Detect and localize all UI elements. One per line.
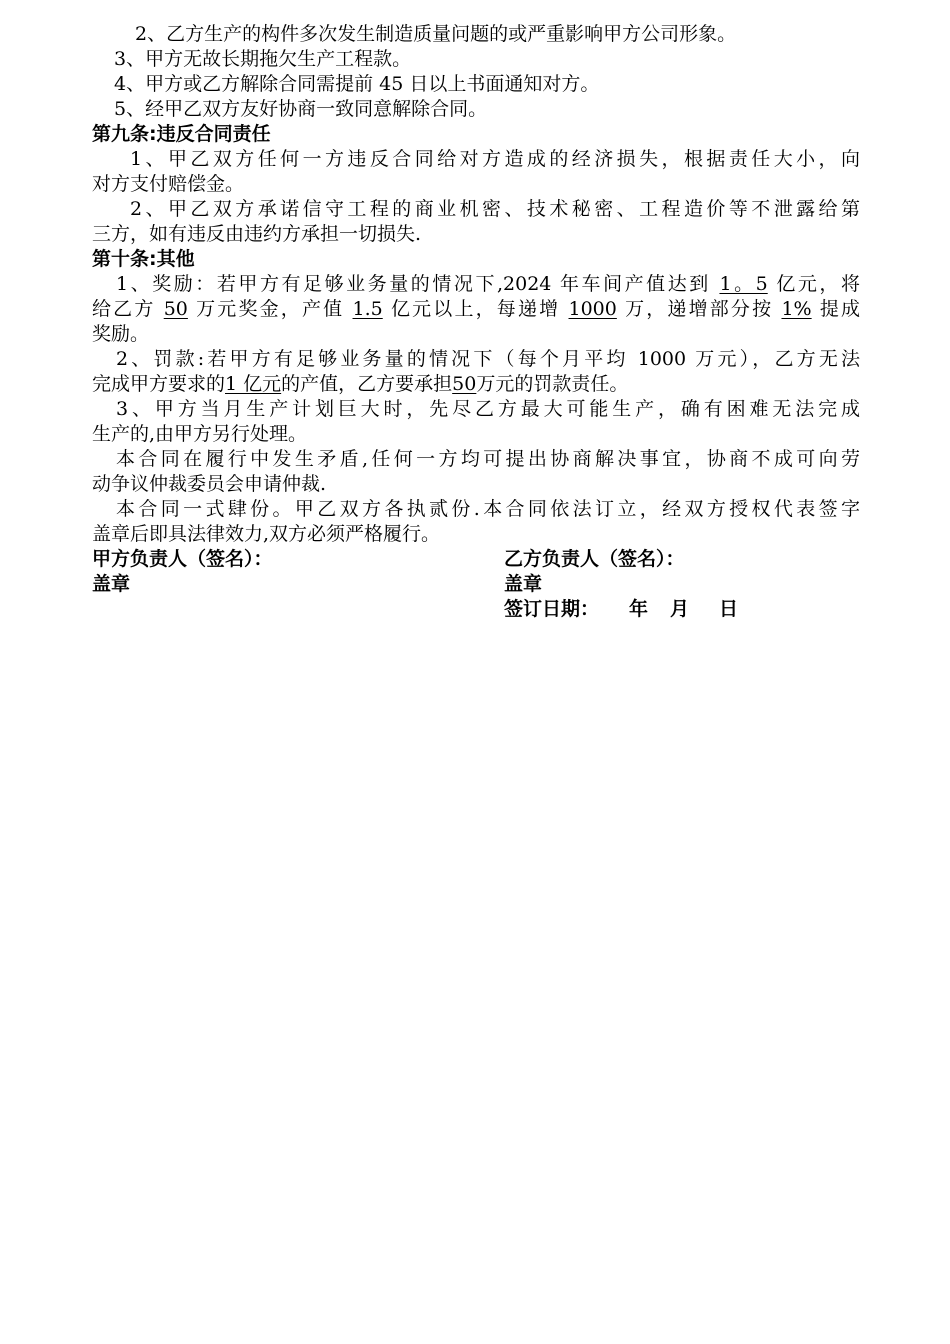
clause9-item2-line1: 2、甲乙双方承诺信守工程的商业机密、技术秘密、工程造价等不泄露给第 — [130, 198, 860, 220]
penalty-text: 完成甲方要求的 — [92, 373, 226, 395]
dispute-line2: 动争议仲裁委员会申请仲裁. — [92, 473, 327, 495]
reward-output-threshold: 1.5 — [352, 298, 383, 320]
clause10-heading: 第十条:其他 — [92, 248, 195, 270]
clause9-item1-line2: 对方支付赔偿金。 — [92, 173, 245, 195]
reward-line3: 奖励。 — [92, 323, 150, 345]
reward-text: 给乙方 — [92, 298, 156, 320]
reward-text: 1、奖励：若甲方有足够业务量的情况下,2024 年车间产值达到 — [116, 273, 711, 295]
date-row — [92, 597, 860, 622]
penalty-text: 的产值，乙方要承担 — [281, 373, 453, 395]
party-b-seal-label: 盖章 — [504, 573, 543, 595]
copies-line2: 盖章后即具法律效力,双方必须严格履行。 — [92, 523, 441, 545]
clause8-item5: 5、经甲乙双方友好协商一致同意解除合同。 — [114, 98, 488, 120]
reward-line2 — [92, 297, 860, 322]
reward-text: 提成 — [819, 298, 860, 320]
signing-date — [504, 597, 738, 622]
reward-text: 亿元，将 — [776, 273, 860, 295]
reward-bonus-amount: 50 — [163, 298, 188, 320]
reward-text: 万元奖金，产值 — [196, 298, 345, 320]
clause9-item1-line1: 1、甲乙双方任何一方违反合同给对方造成的经济损失，根据责任大小，向 — [130, 148, 860, 170]
party-b-signature-label: 乙方负责人（签名）： — [504, 548, 685, 570]
penalty-line2 — [92, 372, 860, 397]
reward-increment: 1000 — [568, 298, 617, 320]
clause10-item3-line1: 3、甲方当月生产计划巨大时，先尽乙方最大可能生产，确有困难无法完成 — [116, 398, 860, 420]
clause8-item4: 4、甲方或乙方解除合同需提前 45 日以上书面通知对方。 — [114, 73, 600, 95]
date-label: 签订日期： — [504, 598, 600, 620]
dispute-line1: 本合同在履行中发生矛盾,任何一方均可提出协商解决事宜，协商不成可向劳 — [116, 448, 860, 470]
clause10-item3-line2: 生产的,由甲方另行处理。 — [92, 423, 308, 445]
seal-row — [92, 572, 860, 597]
clause9-item2-line2: 三方，如有违反由违约方承担一切损失. — [92, 223, 422, 245]
signature-row — [92, 547, 860, 572]
clause9-heading: 第九条:违反合同责任 — [92, 123, 271, 145]
date-month: 月 — [670, 598, 690, 620]
date-year: 年 — [629, 598, 649, 620]
clause8-item2: 2、乙方生产的构件多次发生制造质量问题的或严重影响甲方公司形象。 — [135, 23, 737, 45]
copies-line1: 本合同一式肆份。甲乙双方各执贰份.本合同依法订立，经双方授权代表签字 — [116, 498, 860, 520]
reward-text: 亿元以上，每递增 — [390, 298, 561, 320]
reward-text: 万，递增部分按 — [625, 298, 774, 320]
reward-commission-rate: 1% — [781, 298, 812, 320]
date-day: 日 — [719, 598, 739, 620]
penalty-line1: 2、罚款:若甲方有足够业务量的情况下（每个月平均 1000 万元），乙方无法 — [116, 348, 860, 370]
reward-line1 — [92, 272, 860, 297]
penalty-amount: 50 — [452, 373, 477, 395]
party-a-signature-label: 甲方负责人（签名）： — [92, 548, 273, 570]
party-a-seal-label: 盖章 — [92, 573, 131, 595]
contract-body — [92, 22, 860, 622]
clause8-item3: 3、甲方无故长期拖欠生产工程款。 — [114, 48, 412, 70]
penalty-text: 万元的罚款责任。 — [476, 373, 629, 395]
penalty-output-target: 1 亿元 — [225, 373, 282, 395]
reward-output-target: 1。5 — [719, 273, 768, 295]
